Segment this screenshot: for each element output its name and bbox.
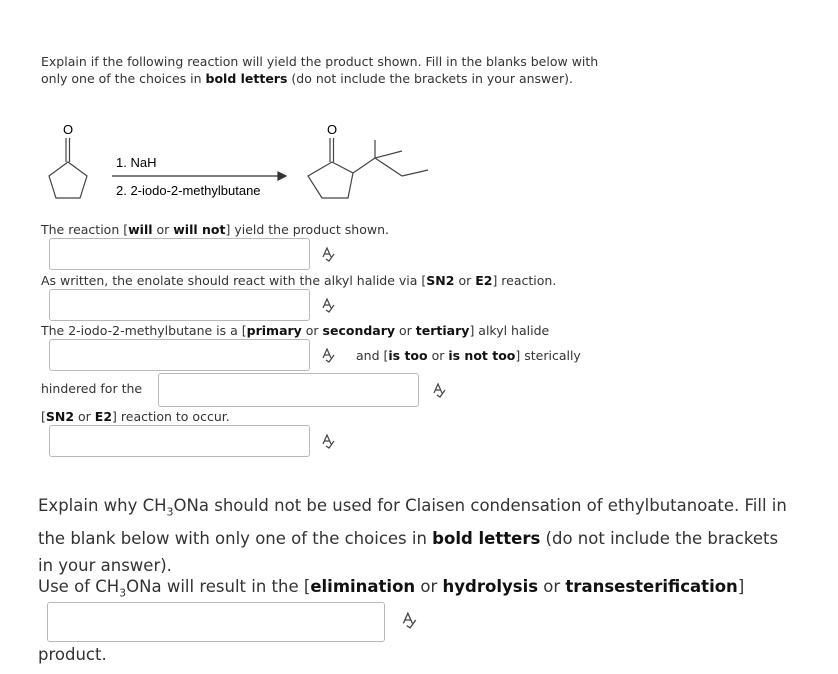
spellcheck-icon[interactable] (321, 433, 335, 449)
answer-blank-1[interactable] (49, 238, 310, 270)
blank5-prompt: [SN2 or E2] reaction to occur. (41, 409, 230, 424)
answer-blank-3[interactable] (49, 339, 310, 371)
answer-blank-2[interactable] (49, 289, 310, 321)
product-structure (308, 138, 428, 198)
spellcheck-icon[interactable] (401, 611, 415, 627)
reaction-arrow (112, 172, 286, 180)
question2-prompt: Use of $CH_3ONa$ will result in the [elimination or hydrolysis or transesterification] (38, 577, 745, 600)
answer-blank-5[interactable] (49, 425, 310, 457)
reaction-scheme-drawing (30, 118, 450, 213)
spellcheck-icon[interactable] (321, 347, 335, 363)
blank4-leading-prompt: hindered for the (41, 381, 143, 396)
product-oxygen-label: O (326, 122, 338, 137)
question2-instructions: Explain why $CH_3ONa$ should not be used for Claisen condensation of ethylbutanoate. Fill in the blank below with only one of the choices in bold letters (do not include the brackets in your answer). (38, 496, 787, 576)
reagent-step-1: 1. NaH (116, 155, 157, 170)
reagent-step-2: 2. 2-iodo-2-methylbutane (116, 183, 261, 198)
blank2-prompt: As written, the enolate should react with the alkyl halide via [SN2 or E2] reaction. (41, 273, 557, 288)
reaction-scheme (30, 118, 450, 213)
reactant-oxygen-label: O (62, 122, 74, 137)
spellcheck-icon[interactable] (432, 382, 446, 398)
answer-blank-question2[interactable] (47, 602, 385, 642)
blank1-prompt: The reaction [will or will not] yield the product shown. (41, 222, 390, 237)
spellcheck-icon[interactable] (321, 297, 335, 313)
cyclopentanone-structure (49, 138, 87, 198)
question1-instructions: Explain if the following reaction will yield the product shown. Fill in the blanks below with only one of the choices in bold letters (do not include the brackets in your answer). (41, 54, 599, 86)
blank4-trailing-prompt: and [is too or is not too] sterically (356, 348, 581, 363)
blank3-prompt: The 2-iodo-2-methylbutane is a [primary or secondary or tertiary] alkyl halide (41, 323, 550, 338)
question2-trailing-text: product. (38, 645, 107, 664)
spellcheck-icon[interactable] (321, 246, 335, 262)
answer-blank-4[interactable] (158, 373, 419, 407)
